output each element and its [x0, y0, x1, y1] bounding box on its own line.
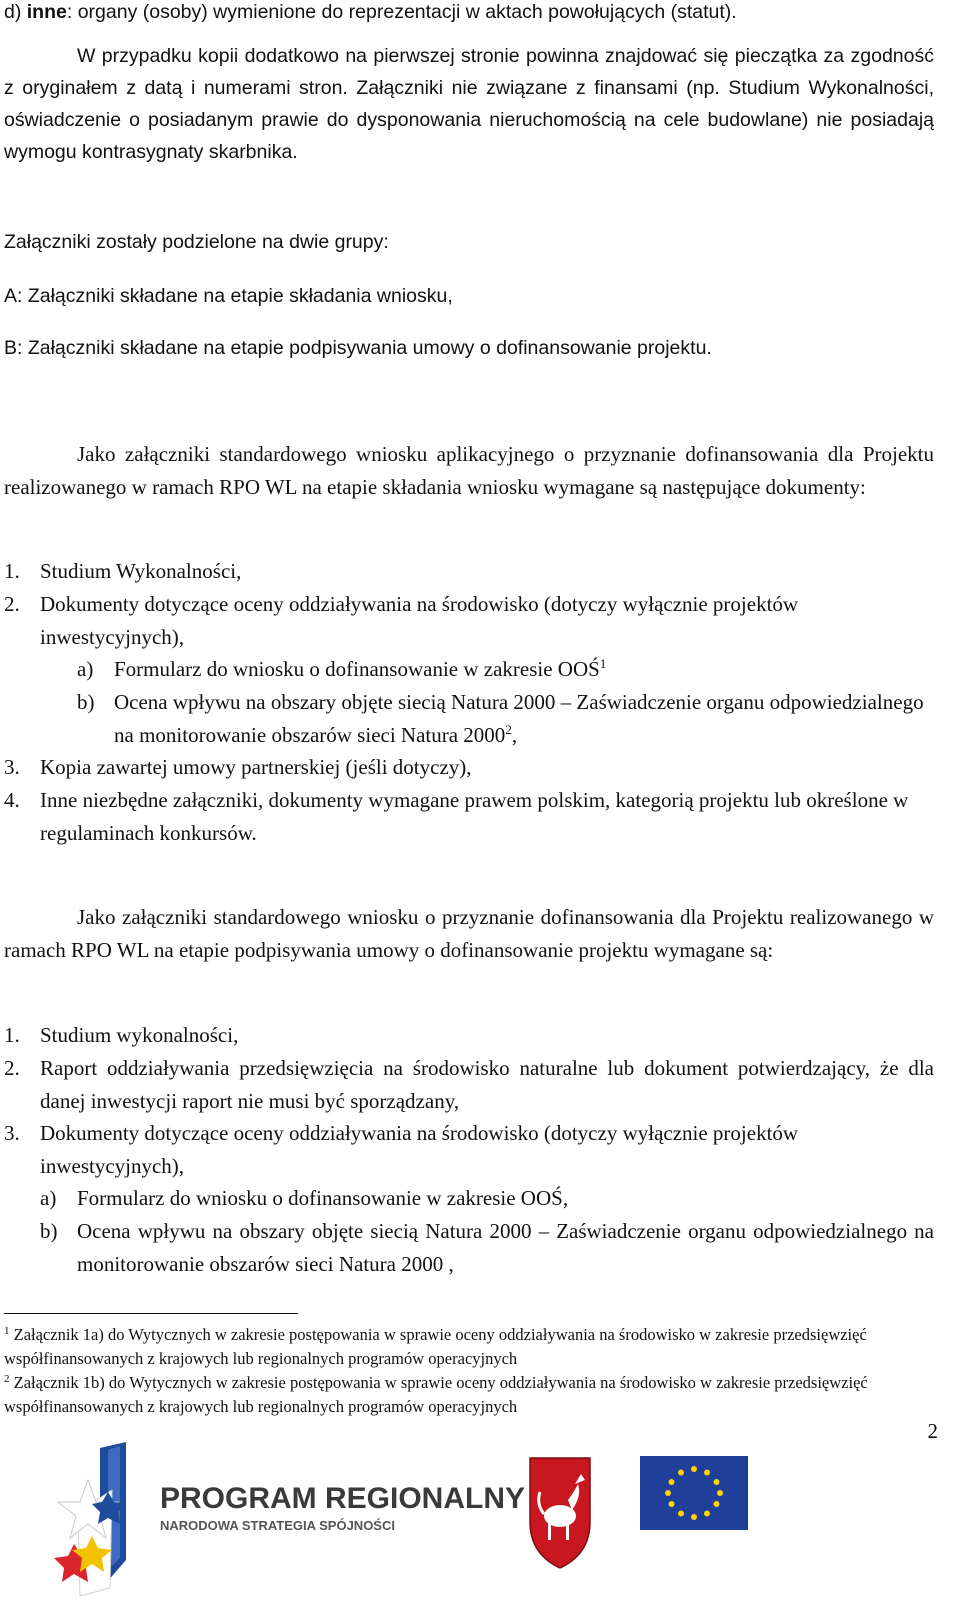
page-number: 2 [927, 1419, 938, 1443]
list-item-text: Formularz do wniosku o dofinansowanie w zakresie OOŚ, [77, 1186, 569, 1210]
nss-logo-icon [54, 1442, 126, 1596]
document-page [4, 0, 934, 1606]
groups-intro: Załączniki zostały podzielone na dwie grupy: [4, 231, 389, 253]
para-copy: W przypadku kopii dodatkowo na pierwszej stronie powinna znajdować się pieczątka za zgodność z oryginałem z datą i numerami stron. Załączniki nie związane z finansami (np. Studium Wykonalności, oświadczenie o posiadanym prawie do dysponowania nieruchomością na cele budowlane) nie posiadają wymogu kontrasygnaty skarbnika. [4, 45, 934, 163]
footnote-separator [4, 1313, 298, 1314]
footnote-text: Załącznik 1b) do Wytycznych w zakresie postępowania w sprawie oceny oddziaływania na środowisko w zakresie przedsięwzięć współfinansowanych z krajowych lub regionalnych programów operacyjnych [4, 1373, 868, 1416]
footnote-ref: 1 [599, 656, 607, 671]
footnote-ref: 2 [505, 722, 512, 737]
list-item-text: Studium Wykonalności, [40, 559, 242, 583]
list-item-number: b) [40, 1219, 58, 1243]
list-item-text: Raport oddziaływania przedsięwzięcia na środowisko naturalne lub dokument potwierdzający, że dla danej inwestycji raport nie musi być sporządzany, [40, 1056, 934, 1113]
eu-flag-icon [640, 1456, 748, 1530]
line-d [4, 0, 934, 28]
list-item-number: 3. [4, 755, 20, 779]
list-item-number: 4. [4, 788, 20, 812]
footnote [4, 1323, 934, 1371]
program-subtitle: NARODOWA STRATEGIA SPÓJNOŚCI [160, 1518, 395, 1533]
line-d-bold: inne [26, 1, 67, 23]
section1-intro: Jako załączniki standardowego wniosku aplikacyjnego o przyznanie dofinansowania dla Projektu realizowanego w ramach RPO WL na etapie składania wniosku wymagane są następujące dokumenty: [4, 442, 934, 499]
list-item-text: Studium wykonalności, [40, 1023, 239, 1047]
list-item-tail: , [511, 723, 518, 747]
list-item-text: Kopia zawartej umowy partnerskiej (jeśli dotyczy), [40, 755, 472, 779]
footer-logos-svg [0, 1440, 960, 1606]
list-item-number: a) [40, 1186, 57, 1210]
footer-logos [0, 1440, 960, 1606]
list-item-content [114, 686, 934, 752]
list-item-number: 3. [4, 1121, 20, 1145]
list-item-number: 1. [4, 559, 20, 583]
list-item-number: 1. [4, 1023, 20, 1047]
line-d-rest: : organy (osoby) wymienione do reprezentacji w aktach powołujących (statut). [66, 1, 737, 23]
list-item-text: Dokumenty dotyczące oceny oddziaływania na środowisko (dotyczy wyłącznie projektów inwestycyjnych), [40, 592, 799, 649]
footnote-mark: 2 [4, 1373, 10, 1385]
footnote-mark: 1 [4, 1325, 10, 1337]
list-item-number: b) [77, 690, 95, 714]
list-item-number: 2. [4, 592, 20, 616]
list-item-text: Inne niezbędne załączniki, dokumenty wymagane prawem polskim, kategorią projektu lub określone w regulaminach konkursów. [40, 788, 909, 845]
list-item-text: Ocena wpływu na obszary objęte siecią Natura 2000 – Zaświadczenie organu odpowiedzialnego na monitorowanie obszarów sieci Natura 2000 , [77, 1219, 934, 1276]
list-item-content [114, 653, 934, 686]
list-item-text: Dokumenty dotyczące oceny oddziaływania na środowisko (dotyczy wyłącznie projektów inwestycyjnych), [40, 1121, 799, 1178]
list-item-text: Formularz do wniosku o dofinansowanie w zakresie OOŚ [114, 657, 600, 681]
footnote-text: Załącznik 1a) do Wytycznych w zakresie postępowania w sprawie oceny oddziaływania na środowisko w zakresie przedsięwzięć współfinansowanych z krajowych lub regionalnych programów operacyjnych [4, 1325, 867, 1368]
list-item-text: Ocena wpływu na obszary objęte siecią Natura 2000 – Zaświadczenie organu odpowiedzialnego na monitorowanie obszarów sieci Natura 2000 [114, 690, 924, 747]
footnote [4, 1371, 934, 1419]
lublin-coat-of-arms-icon [530, 1458, 590, 1568]
group-b: B: Załączniki składane na etapie podpisywania umowy o dofinansowanie projektu. [4, 337, 712, 359]
list-item-number: a) [77, 657, 94, 681]
section2-intro: Jako załączniki standardowego wniosku o przyznanie dofinansowania dla Projektu realizowanego w ramach RPO WL na etapie podpisywania umowy o dofinansowanie projektu wymagane są: [4, 905, 934, 962]
program-title: PROGRAM REGIONALNY [160, 1482, 526, 1515]
line-d-label: d) [4, 1, 22, 23]
list-item-number: 2. [4, 1056, 20, 1080]
group-a: A: Załączniki składane na etapie składania wniosku, [4, 285, 453, 307]
